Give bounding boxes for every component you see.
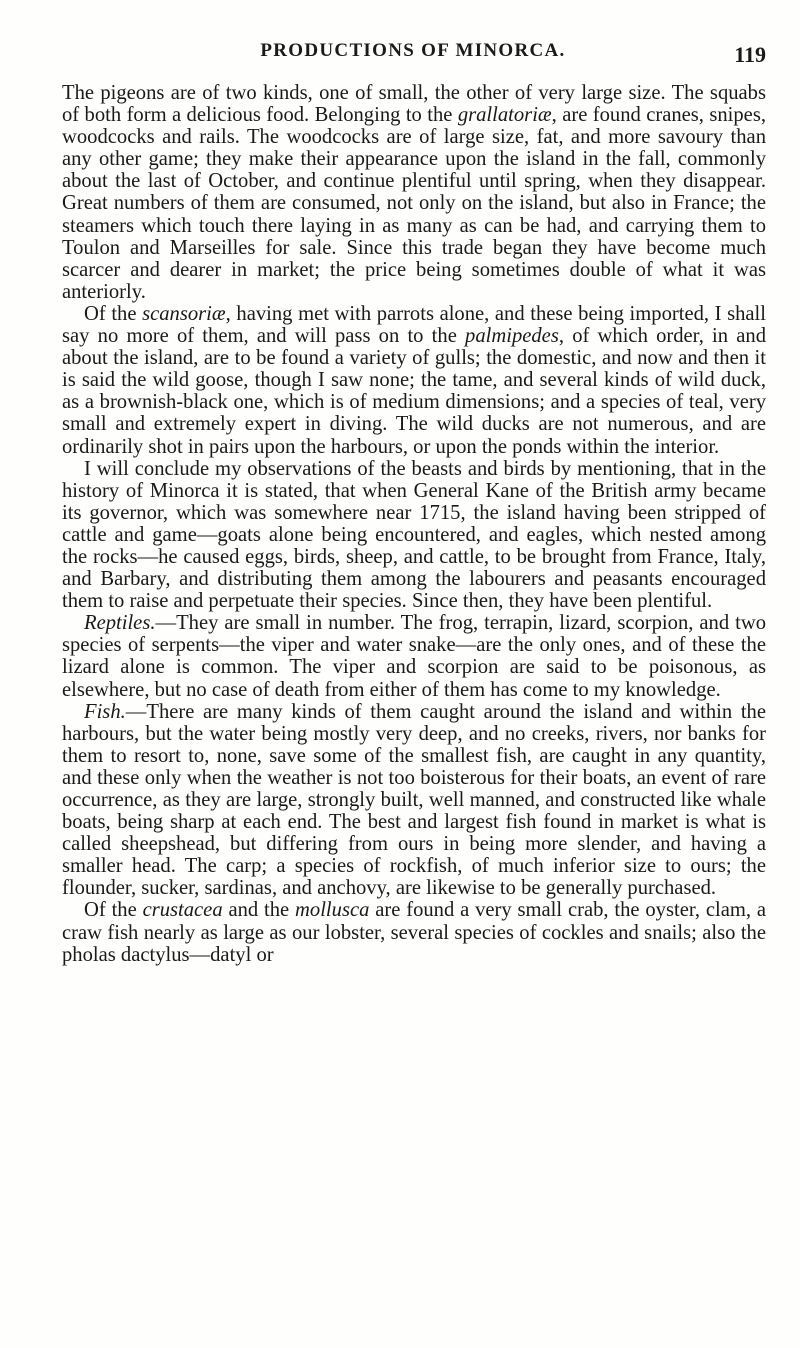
running-head	[60, 40, 766, 70]
text-run: —They are small in number. The frog, terrapin, lizard, scorpion, and two species of serpents—the viper and water snake—are the only ones, and of these the lizard alone is common. The viper and scorpion are said to be poisonous, as elsewhere, but no case of death from either of them has come to my knowledge.	[62, 612, 766, 701]
paragraph-general-kane	[62, 458, 766, 613]
paragraph-crustacea	[62, 899, 766, 965]
latin-term: mollusca	[295, 899, 370, 922]
paragraph-fish	[62, 701, 766, 900]
text-run: I will conclude my observations of the beasts and birds by mentioning, that in the history of Minorca it is stated, that when General Kane of the British army became its governor, which was somewhere near 1715, the island having been stripped of cattle and game—goats alone being encountered, and eagles, which nested among the rocks—he caused eggs, birds, sheep, and cattle, to be brought from France, Italy, and Barbary, and distributing them among the labourers and peasants encouraged them to raise and perpetuate their species. Since then, they have been plentiful.	[62, 457, 766, 613]
running-title: PRODUCTIONS OF MINORCA.	[260, 40, 566, 61]
paragraph-birds-pigeons	[62, 82, 766, 303]
text-run: are found a very small crab, the oyster, clam, a craw fish nearly as large as our lobster, several species of cockles and snails; also the pholas dactylus—datyl or	[62, 899, 766, 966]
paragraph-reptiles	[62, 612, 766, 700]
text-run: The pigeons are of two kinds, one of small, the other of very large size. The squabs of both form a delicious food. Belonging to the	[62, 82, 766, 127]
section-heading-fish: Fish.	[84, 700, 126, 723]
body-text	[62, 82, 766, 966]
latin-term: crustacea	[142, 899, 223, 922]
section-heading-reptiles: Reptiles.	[84, 612, 156, 635]
latin-term: scansoriæ	[142, 302, 226, 325]
text-run: , of which order, in and about the island, are to be found a variety of gulls; the domestic, and now and then it is said the wild goose, though I saw none; the tame, and several kinds of wild duck, as a brownish-black one, which is of medium dimensions; and a species of teal, very small and extremely expert in diving. The wild ducks are not numerous, and are ordinarily shot in pairs upon the harbours, or upon the ponds within the interior.	[62, 325, 766, 458]
latin-term: grallatoriæ	[457, 104, 552, 127]
paragraph-birds-scansoriae	[62, 303, 766, 458]
text-run: —There are many kinds of them caught around the island and within the harbours, but the water being mostly very deep, and no creeks, rivers, nor banks for them to resort to, none, save some of the smallest fish, are caught in any quantity, and these only when the weather is not too boisterous for their boats, an event of rare occurrence, as they are large, strongly built, well manned, and constructed like whale boats, being sharp at each end. The best and largest fish found in market is what is called sheepshead, but differing from ours in being more slender, and having a smaller head. The carp; a species of rockfish, of much inferior size to ours; the flounder, sucker, sardinas, and anchovy, are likewise to be generally purchased.	[62, 700, 766, 900]
text-run: Of the	[84, 302, 143, 325]
page-number: 119	[734, 42, 766, 67]
latin-term: palmipedes	[465, 325, 559, 348]
text-run: , having met with parrots alone, and these being imported, I shall say no more of them, and will pass on to the	[62, 302, 767, 348]
text-run: , are found cranes, snipes, woodcocks and rails. The woodcocks are of large size, fat, and more savoury than any other game; they make their appearance upon the island in the fall, commonly about the last of October, and continue plentiful until spring, when they disappear. Great numbers of them are consumed, not only on the island, but also in France; the steamers which touch there laying in as many as can be had, and carrying them to Toulon and Marseilles for sale. Since this trade began they have become much scarcer and dearer in market; the price being sometimes double of what it was anteriorly.	[62, 104, 766, 303]
text-run: and the	[222, 899, 296, 922]
text-run: Of the	[84, 899, 143, 922]
